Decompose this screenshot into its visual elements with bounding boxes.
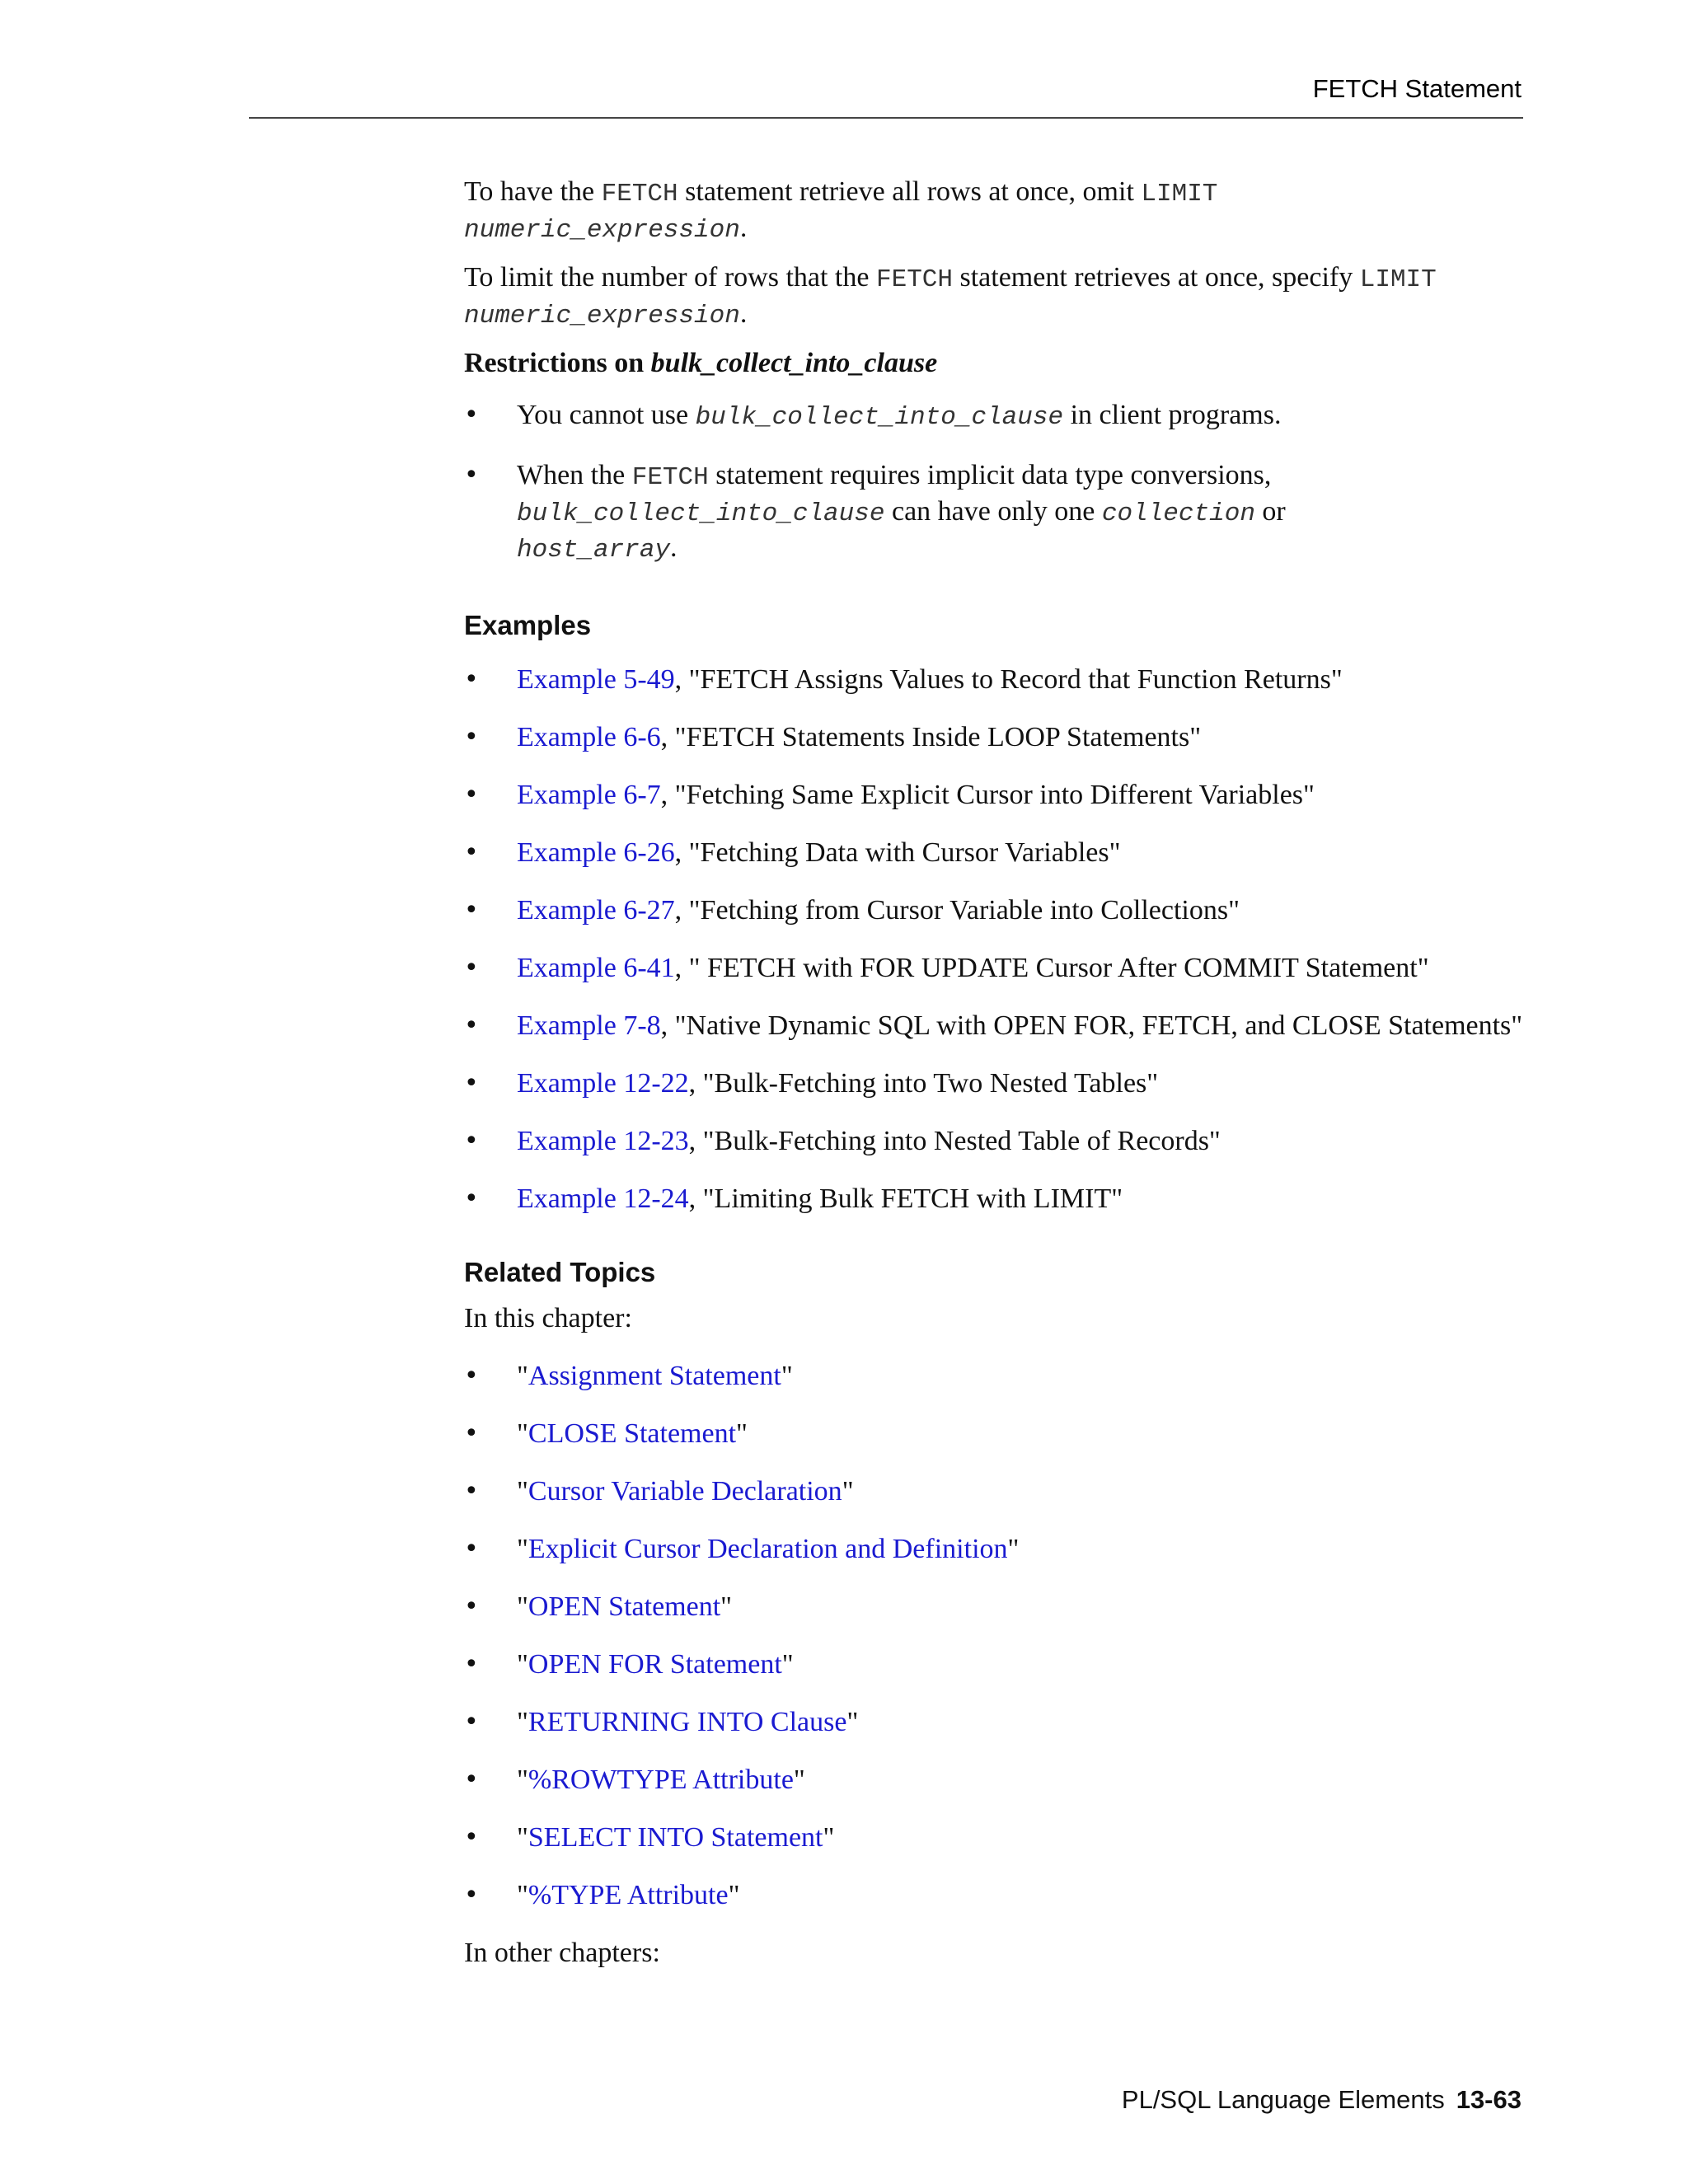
examples-heading: Examples <box>464 610 592 640</box>
related-topic-link[interactable]: %ROWTYPE Attribute <box>528 1765 794 1795</box>
code-limit: LIMIT <box>1141 180 1218 209</box>
example-link[interactable]: Example 6-41 <box>517 953 675 983</box>
example-list-item <box>464 1009 1536 1043</box>
example-link[interactable]: Example 5-49 <box>517 664 675 695</box>
example-list-item <box>464 1124 1536 1158</box>
running-header: FETCH Statement <box>1312 74 1522 103</box>
list-item: • You cannot use bulk_collect_into_clause in client programs. <box>464 398 1536 434</box>
example-link[interactable]: Example 6-7 <box>517 780 661 810</box>
example-list-item <box>464 951 1536 985</box>
example-link[interactable]: Example 6-27 <box>517 895 675 926</box>
related-topic-item: • "%ROWTYPE Attribute" <box>464 1763 1536 1797</box>
example-link[interactable]: Example 12-24 <box>517 1183 689 1214</box>
example-list-item <box>464 893 1536 927</box>
example-title: , "Fetching from Cursor Variable into Collections" <box>674 895 1240 926</box>
example-title: , "Bulk-Fetching into Two Nested Tables" <box>688 1068 1159 1099</box>
related-topic-item: • "OPEN Statement" <box>464 1590 1536 1624</box>
page-number: 13-63 <box>1456 2085 1522 2114</box>
code-fetch: FETCH <box>875 265 953 294</box>
related-topics-list <box>464 1359 1536 1912</box>
example-title: , "Fetching Data with Cursor Variables" <box>674 837 1121 868</box>
related-topic-item: • "OPEN FOR Statement" <box>464 1647 1536 1681</box>
list-item: • When the FETCH statement requires implicit data type conversions, bulk_collect_into_clause can have only one collection or host_array. <box>464 458 1536 567</box>
related-topic-link[interactable]: Explicit Cursor Declaration and Definition <box>528 1534 1008 1564</box>
code-numeric-expression: numeric_expression <box>464 216 740 245</box>
example-list-item <box>464 1066 1536 1100</box>
example-link[interactable]: Example 6-6 <box>517 722 661 752</box>
example-title: , " FETCH with FOR UPDATE Cursor After COMMIT Statement" <box>674 953 1429 983</box>
code-numeric-expression: numeric_expression <box>464 302 740 330</box>
restrictions-heading: Restrictions on bulk_collect_into_clause <box>464 348 938 378</box>
example-list-item <box>464 720 1536 754</box>
intro-paragraph-2: To limit the number of rows that the FETCH statement retrieves at once, specify LIMIT numeric_expression. <box>464 262 1437 330</box>
example-title: , "Bulk-Fetching into Nested Table of Records" <box>688 1126 1221 1156</box>
related-topic-item: • "%TYPE Attribute" <box>464 1878 1536 1912</box>
example-title: , "FETCH Statements Inside LOOP Statements" <box>660 722 1202 752</box>
example-link[interactable]: Example 12-23 <box>517 1126 689 1156</box>
restrictions-list <box>464 398 1536 567</box>
related-topic-item: • "Explicit Cursor Declaration and Definition" <box>464 1532 1536 1566</box>
example-title: , "Fetching Same Explicit Cursor into Different Variables" <box>660 780 1315 810</box>
example-link[interactable]: Example 6-26 <box>517 837 675 868</box>
example-link[interactable]: Example 7-8 <box>517 1010 661 1041</box>
example-link[interactable]: Example 12-22 <box>517 1068 689 1099</box>
related-topic-link[interactable]: %TYPE Attribute <box>528 1880 729 1910</box>
in-other-chapters-label: In other chapters: <box>464 1938 660 1968</box>
related-topic-link[interactable]: SELECT INTO Statement <box>528 1822 823 1853</box>
example-title: , "FETCH Assigns Values to Record that Function Returns" <box>674 664 1343 695</box>
related-topic-item: • "Assignment Statement" <box>464 1359 1536 1393</box>
related-topic-link[interactable]: OPEN Statement <box>528 1591 721 1622</box>
footer-section-title: PL/SQL Language Elements <box>1121 2085 1445 2114</box>
code-fetch: FETCH <box>601 180 678 209</box>
related-topic-link[interactable]: Cursor Variable Declaration <box>528 1476 842 1507</box>
examples-list <box>464 663 1536 1216</box>
example-title: , "Limiting Bulk FETCH with LIMIT" <box>688 1183 1123 1214</box>
in-this-chapter-label: In this chapter: <box>464 1303 632 1333</box>
related-topic-item: • "RETURNING INTO Clause" <box>464 1705 1536 1739</box>
related-topic-link[interactable]: CLOSE Statement <box>528 1418 737 1449</box>
page-content <box>464 175 1536 1970</box>
related-topic-link[interactable]: OPEN FOR Statement <box>528 1649 782 1680</box>
related-topic-item: • "SELECT INTO Statement" <box>464 1821 1536 1854</box>
example-list-item <box>464 778 1536 812</box>
related-topic-link[interactable]: Assignment Statement <box>528 1361 781 1391</box>
header-divider <box>249 117 1523 119</box>
example-list-item <box>464 1182 1536 1216</box>
page-footer <box>1122 2085 1522 2115</box>
related-topics-heading: Related Topics <box>464 1257 656 1287</box>
related-topic-link[interactable]: RETURNING INTO Clause <box>528 1707 847 1737</box>
example-list-item <box>464 663 1536 696</box>
code-limit: LIMIT <box>1359 265 1437 294</box>
example-title: , "Native Dynamic SQL with OPEN FOR, FETCH, and CLOSE Statements" <box>660 1010 1523 1041</box>
related-topic-item: • "CLOSE Statement" <box>464 1417 1536 1451</box>
intro-paragraph-1: To have the FETCH statement retrieve all rows at once, omit LIMIT numeric_expression. <box>464 176 1218 245</box>
example-list-item <box>464 836 1536 869</box>
related-topic-item: • "Cursor Variable Declaration" <box>464 1474 1536 1508</box>
